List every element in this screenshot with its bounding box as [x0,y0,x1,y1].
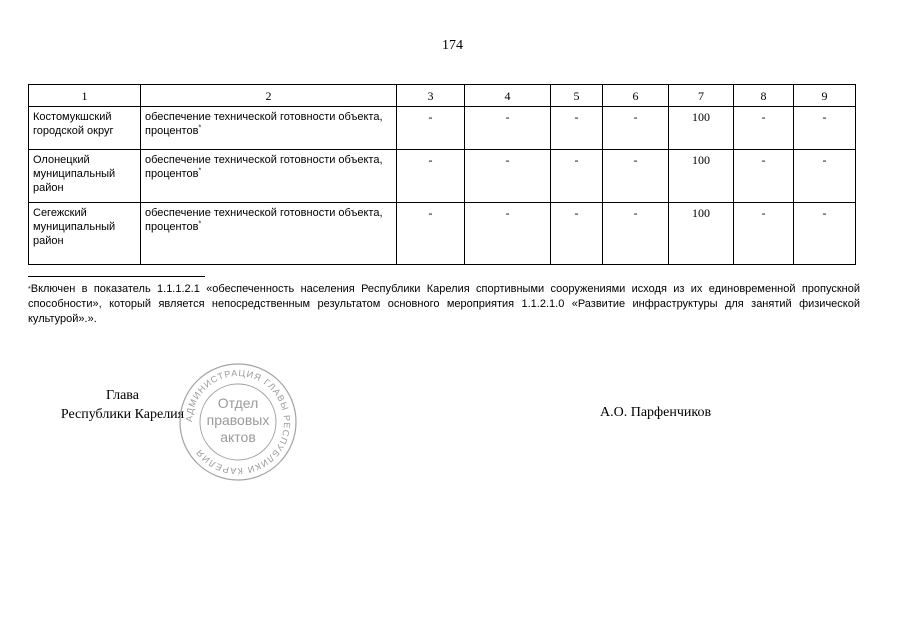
value-cell: - [397,150,465,203]
value-cell: - [794,107,856,150]
value-cell: - [603,203,669,265]
signer-title [50,386,195,424]
page-number: 174 [442,38,463,53]
footnote-divider [28,276,205,277]
column-header: 4 [465,85,551,107]
value-cell: - [551,203,603,265]
stamp-line: правовых [206,412,270,428]
stamp-ring-text: АДМИНИСТРАЦИЯ ГЛАВЫ РЕСПУБЛИКИ КАРЕЛИЯ [183,367,293,477]
table-row [29,107,856,150]
value-cell: - [734,203,794,265]
column-header: 8 [734,85,794,107]
value-cell: - [603,150,669,203]
territory-cell: Олонецкий муниципальный район [29,150,141,203]
value-cell: - [465,150,551,203]
value-cell: - [397,203,465,265]
table-row [29,203,856,265]
department-stamp [176,360,300,484]
indicator-cell [141,203,397,265]
table-row [29,150,856,203]
value-cell: - [551,107,603,150]
value-cell: - [794,203,856,265]
indicator-text: обеспечение технической готовности объекта, процентов [145,207,383,233]
footnote-mark: * [198,124,202,132]
stamp-line: Отдел [217,395,259,411]
value-cell: - [734,107,794,150]
territory-cell: Сегежский муниципальный район [29,203,141,265]
indicator-text: обеспечение технической готовности объекта, процентов [145,111,383,137]
value-cell: - [465,203,551,265]
stamp-line: актов [220,429,256,445]
indicator-text: обеспечение технической готовности объекта, процентов [145,154,383,180]
column-header: 1 [29,85,141,107]
signer-title-line: Глава [106,388,139,403]
value-cell: 100 [669,203,734,265]
territory-cell: Костомукшский городской округ [29,107,141,150]
footnote-mark: * [198,220,202,228]
value-cell: - [397,107,465,150]
footnote-text: Включен в показатель 1.1.1.2.1 «обеспеченность населения Республики Карелия спортивными сооружениями исходя из их единовременной пропускной способности», который является непосредственным результатом основного мероприятия 1.1.2.1.0 «Развитие инфраструктуры для занятий физической культурой».». [28,283,860,325]
value-cell: - [551,150,603,203]
value-cell: - [794,150,856,203]
indicator-cell [141,150,397,203]
column-header: 5 [551,85,603,107]
column-header: 3 [397,85,465,107]
value-cell: - [465,107,551,150]
footnote [28,282,860,327]
signer-title-line: Республики Карелия [60,407,185,422]
column-header: 9 [794,85,856,107]
signer-name: А.О. Парфенчиков [600,405,712,420]
value-cell: 100 [669,107,734,150]
column-header: 6 [603,85,669,107]
column-header: 7 [669,85,734,107]
indicator-cell [141,107,397,150]
table-header-row [29,85,856,107]
footnote-mark: * [198,167,202,175]
column-header: 2 [141,85,397,107]
value-cell: - [734,150,794,203]
footnote-mark: * [28,286,31,293]
value-cell: 100 [669,150,734,203]
indicators-table [28,84,856,265]
value-cell: - [603,107,669,150]
